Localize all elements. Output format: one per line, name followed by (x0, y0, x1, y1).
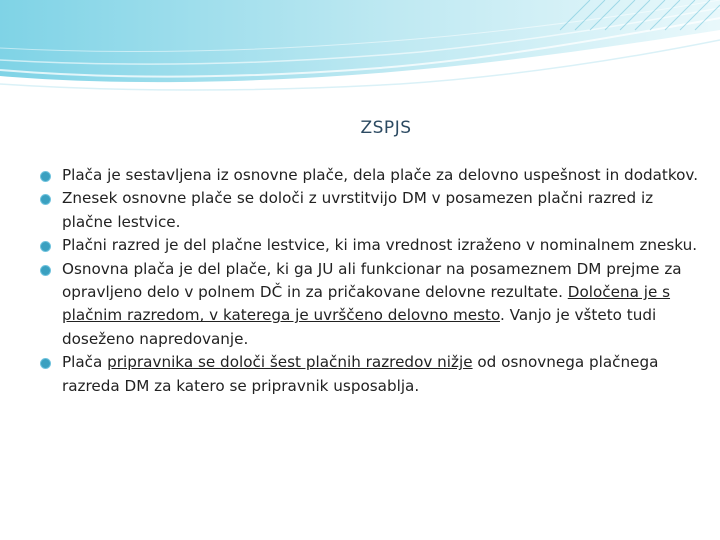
decorative-wave-band (0, 0, 720, 100)
bullet-item (38, 164, 708, 187)
bullet-list (38, 164, 708, 398)
bullet-dot-icon (40, 171, 51, 182)
bullet-text: Znesek osnovne plače se določi z uvrstitvijo DM v posamezen plačni razred iz plačne lestvice. (62, 189, 654, 231)
bullet-item (38, 351, 708, 398)
bullet-text: Plača (62, 353, 108, 372)
bullet-text: od osnovnega plačnega razreda DM za katero se pripravnik usposablja. (62, 353, 659, 395)
underlined-text: Določena je s plačnim razredom, v katerega je uvrščeno delovno mesto (62, 283, 671, 325)
bullet-dot-icon (40, 358, 51, 369)
bullet-dot-icon (40, 194, 51, 205)
bullet-item (38, 258, 708, 352)
bullet-text: Plača je sestavljena iz osnovne plače, dela plače za delovno uspešnost in dodatkov. (62, 166, 699, 184)
bullet-text: . Vanjo je všteto tudi doseženo napredovanje. (62, 306, 657, 348)
bullet-dot-icon (40, 241, 51, 252)
bullet-text: Osnovna plača je del plače, ki ga JU ali funkcionar na posameznem DM prejme za opravljeno delo v polnem DČ in za pričakovane delovne rezultate. (62, 259, 682, 302)
slide-title: ZSPJS (360, 118, 412, 138)
underlined-text: pripravnika se določi šest plačnih razredov nižje (107, 353, 473, 372)
bullet-text: Plačni razred je del plačne lestvice, ki ima vrednost izraženo v nominalnem znesku. (62, 236, 698, 255)
bullet-item (38, 234, 708, 257)
bullet-dot-icon (40, 265, 51, 276)
slide-body (38, 164, 708, 398)
bullet-item (38, 187, 708, 234)
